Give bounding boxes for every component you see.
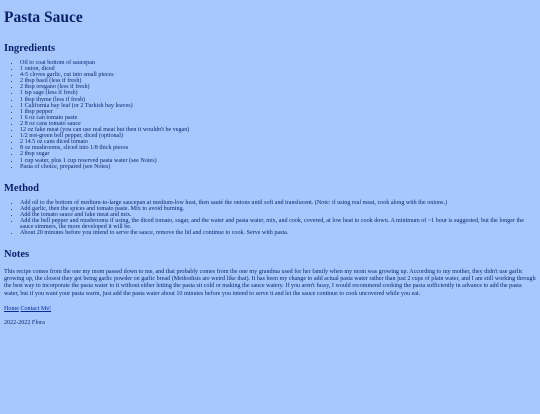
home-link[interactable]: Home	[4, 305, 19, 312]
ingredient-item: • Pasta of choice, prepared (see Notes)	[20, 164, 536, 170]
method-list	[4, 200, 536, 237]
ingredient-item: • 2 tbsp oregano (less if fresh)	[20, 84, 536, 90]
method-heading: Method	[4, 182, 39, 194]
method-step: • About 20 minutes before you intend to serve the sauce, remove the lid and continue to cook. Serve with pasta.	[20, 230, 536, 236]
notes-heading: Notes	[4, 249, 30, 261]
method-step: • Add the bell pepper and mushrooms if using, the diced tomato, sugar, and the water and pasta water, mix, and cook, covered, at low heat to cook down. A minimum of ~1 hour is suggested, but the longer the sauce simmers, the more developed it will be.	[20, 218, 536, 230]
nav-links	[4, 306, 536, 313]
ingredient-item: • 1 tbsp thyme (less if fresh)	[20, 97, 536, 103]
copyright-text: 2022-2022 Flora	[4, 319, 45, 326]
ingredient-item: • 2 14.5 oz cans diced tomato	[20, 139, 536, 145]
ingredient-item: • 2 tbsp sugar	[20, 151, 536, 157]
ingredient-item: • 4-5 cloves garlic, cut into small pieces	[20, 72, 536, 78]
ingredients-list	[4, 60, 536, 170]
page-title: Pasta Sauce	[4, 9, 83, 26]
method-step: • Add oil to the bottom of medium-to-large saucepan at medium-low heat, then sauté the onions until soft and translucent. (Note: if using real meat, cook along with the onions.)	[20, 200, 536, 206]
ingredient-item: • 2 tbsp basil (less if fresh)	[20, 78, 536, 84]
ingredient-item: • 2 8 oz cans tomato sauce	[20, 121, 536, 127]
ingredient-item: • 1/2 not-green bell pepper, diced (optional)	[20, 133, 536, 139]
notes-paragraph: This recipe comes from the one my mom passed down to me, and that probably comes from the one my grandma used for her family when my mom was growing up. According to my mother, they didn't use garlic growing up, the closest they got being garlic powder on garlic bread (Methodists are weird like that). It has been my change to add actual pasta water rather than just 2 cups of plain water, and I am still working through the best way to incorporate the pasta water to it without either letting the pasta sit cold or making the sauce watery. If you aren't fussy, I would recommend cooking the pasta sufficiently in advance to add the pasta water, but if you want your pasta warm, just add the pasta water about 10 minutes before you intend to serve it and let the sauce continue to cook uncovered while you eat.	[4, 269, 536, 297]
ingredient-item: • Oil to coat bottom of saucepan	[20, 60, 536, 66]
contact-link[interactable]: Contact Me!	[20, 305, 52, 312]
ingredients-heading: Ingredients	[4, 43, 56, 54]
ingredient-item: • 8 oz mushrooms, sliced into 1/8 thick pieces	[20, 145, 536, 151]
method-step: • Add the tomato sauce and fake meat and mix.	[20, 212, 536, 218]
ingredient-item: • 1 onion, diced	[20, 66, 536, 72]
method-step: • Add garlic, then the spices and tomato paste. Mix to avoid burning.	[20, 206, 536, 212]
ingredient-item: • 1 California bay leaf (or 2 Turkish bay leaves)	[20, 103, 536, 109]
ingredient-item: • 12 oz fake meat (you can use real meat but then it wouldn't be vegan)	[20, 127, 536, 133]
ingredient-item: • 1 tbsp pepper	[20, 109, 536, 115]
ingredient-item: • 1 6 oz can tomato paste	[20, 115, 536, 121]
ingredient-item: • 1 tsp sage (less if fresh)	[20, 90, 536, 96]
ingredient-item: • 1 cup water, plus 1 cup reserved pasta water (see Notes)	[20, 158, 536, 164]
